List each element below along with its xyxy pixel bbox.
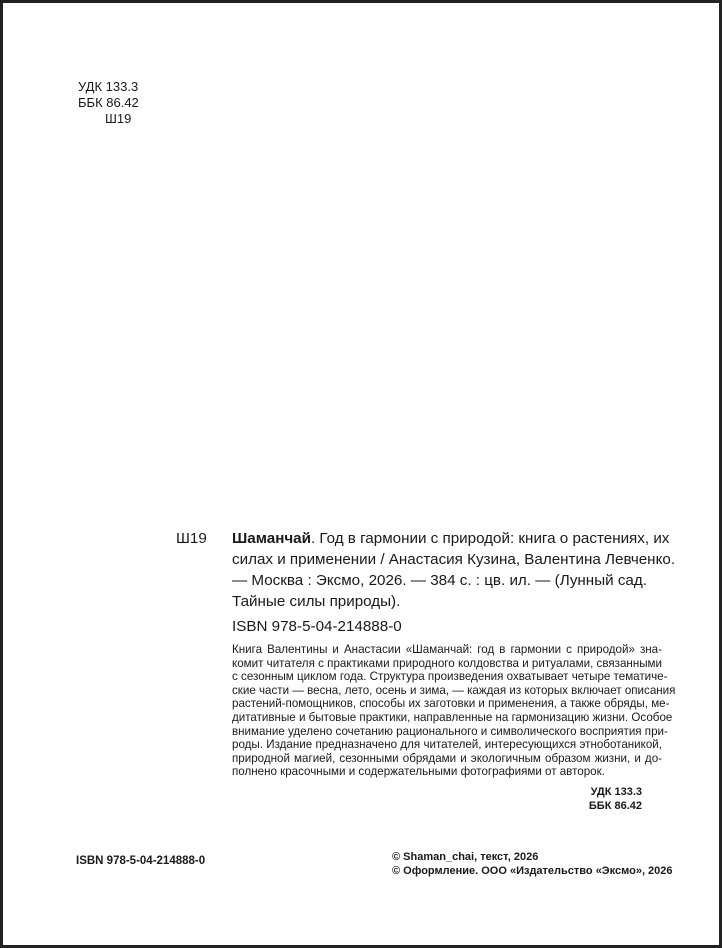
copyright-text: © Shaman_chai, текст, 2026 [392, 851, 539, 863]
abstract-line: растений-помощников, способы их заготовки и применения, а также обряды, ме- [232, 697, 670, 711]
main-column [176, 528, 676, 813]
abstract-line: Книга Валентины и Анастасии «Шаманчай: год в гармонии с природой» зна- [232, 643, 662, 656]
entry-description: . Год в гармонии с природой: книга о растениях, их силах и применении / Анастасия Кузина, Валентина Левченко. — Москва : Эксмо, 2026. — 384 с. : цв. ил. — (Лунный сад. Тайные силы природы). [232, 530, 676, 610]
abstract-line: с сезонным циклом года. Структура произведения охватывает четыре тематиче- [232, 670, 668, 684]
top-udk: УДК 133.3 [78, 79, 139, 94]
top-bbk: ББК 86.42 [78, 95, 139, 110]
abstract [232, 643, 676, 779]
bottom-bbk: ББК 86.42 [588, 799, 642, 812]
top-classification [78, 79, 139, 127]
copyright-design: © Оформление. ООО «Издательство «Эксмо», 2026 [392, 865, 673, 877]
top-author-mark: Ш19 [105, 111, 132, 126]
bibliographic-entry [232, 528, 676, 612]
abstract-line: дитативные и бытовые практики, направленные на гармонизацию жизни. Особое [232, 710, 673, 724]
bottom-udk: УДК 133.3 [590, 785, 642, 798]
abstract-line: полнено красочными и содержательными фотографиями от авторок. [232, 765, 605, 779]
entry-author-mark: Ш19 [176, 530, 207, 547]
entry-title-bold: Шаманчай [232, 530, 311, 547]
abstract-line: внимание уделено сочетанию рационального и символического восприятия при- [232, 724, 668, 738]
copyright-block [392, 850, 673, 878]
abstract-line: роды. Издание предназначено для читателей, интересующихся этноботаникой, [232, 738, 662, 752]
abstract-line: комит читателя с практиками природного колдовства и ритуалами, связанными [232, 656, 662, 670]
footer-isbn: ISBN 978-5-04-214888-0 [76, 855, 206, 867]
bibliographic-row [176, 528, 676, 612]
abstract-line: природной магией, сезонными обрядами и экологичным образом жизни, и до- [232, 751, 662, 765]
entry-isbn: ISBN 978-5-04-214888-0 [232, 618, 402, 635]
abstract-line: ские части — весна, лето, осень и зима, — каждая из которых включает описания [232, 683, 676, 697]
bottom-classification [232, 785, 642, 813]
